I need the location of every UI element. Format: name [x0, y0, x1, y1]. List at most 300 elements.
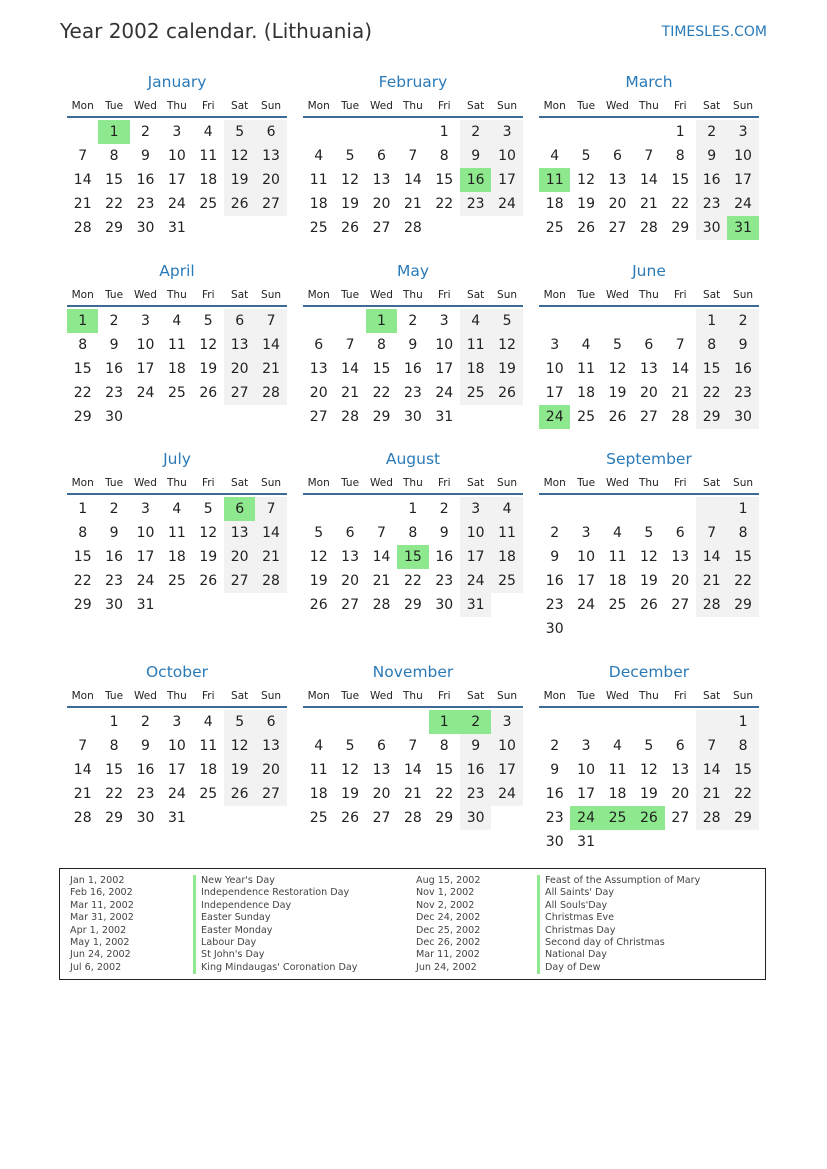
month-name: May: [396, 262, 430, 280]
day-cell: 27: [671, 810, 690, 826]
legend-holiday-name: Christmas Day: [537, 925, 700, 937]
weekday-label: Wed: [606, 477, 629, 489]
week-row: [303, 333, 523, 357]
weekday-label: Mon: [307, 477, 330, 489]
day-cell: 18: [199, 172, 218, 188]
month-name: April: [159, 262, 195, 280]
day-cell: 6: [224, 497, 255, 521]
weekday-label: Sat: [231, 690, 249, 702]
legend-holiday-name: National Day: [537, 949, 700, 961]
day-cell: 23: [545, 597, 564, 613]
week-row: [67, 593, 287, 617]
day-cell: 13: [671, 762, 690, 778]
weekday-label: Tue: [341, 690, 360, 702]
day-cell: 11: [199, 148, 218, 164]
week-row: [67, 192, 287, 216]
empty-cell: [633, 830, 664, 854]
empty-cell: [193, 216, 224, 240]
empty-cell: [602, 120, 633, 144]
day-cell: 2: [696, 120, 727, 144]
week-row: [539, 545, 759, 569]
empty-cell: [696, 710, 727, 734]
weekday-header: [539, 285, 759, 307]
day-cell: 28: [255, 381, 286, 405]
empty-cell: [696, 617, 727, 641]
day-cell: 13: [224, 333, 255, 357]
empty-cell: [366, 710, 397, 734]
day-cell: 14: [73, 762, 92, 778]
day-cell: 26: [224, 782, 255, 806]
day-cell: 30: [105, 597, 123, 613]
day-cell: 4: [314, 148, 324, 164]
legend-date: Nov 2, 2002: [416, 899, 475, 911]
day-cell: 5: [203, 313, 213, 329]
day-cell: 19: [309, 573, 328, 589]
empty-cell: [665, 617, 696, 641]
weekday-label: Sat: [231, 289, 249, 301]
day-cell: 9: [460, 144, 491, 168]
weekday-header: [67, 686, 287, 708]
weekday-header: [539, 96, 759, 118]
legend-holiday-name: Feast of the Assumption of Mary: [537, 875, 700, 887]
week-row: [303, 734, 523, 758]
day-cell: 8: [439, 738, 449, 754]
day-cell: 10: [491, 734, 522, 758]
day-cell: 7: [255, 309, 286, 333]
day-cell: 24: [491, 782, 522, 806]
empty-cell: [491, 806, 522, 830]
empty-cell: [334, 120, 365, 144]
day-cell: 25: [602, 806, 633, 830]
week-row: [539, 710, 759, 734]
day-cell: 20: [671, 786, 690, 802]
day-cell: 30: [403, 409, 422, 425]
month-name: March: [625, 73, 673, 91]
day-cell: 16: [105, 549, 123, 565]
day-cell: 3: [581, 738, 591, 754]
legend-date: Dec 24, 2002: [416, 912, 481, 924]
day-cell: 5: [224, 120, 255, 144]
week-row: [67, 120, 287, 144]
day-cell: 27: [372, 220, 391, 236]
day-cell: 10: [435, 337, 454, 353]
day-cell: 9: [141, 148, 150, 164]
day-cell: 2: [727, 309, 758, 333]
weekday-label: Tue: [341, 100, 360, 112]
day-cell: 26: [577, 220, 595, 236]
day-cell: 27: [255, 192, 286, 216]
day-cell: 19: [577, 196, 595, 212]
day-cell: 13: [224, 521, 255, 545]
day-cell: 16: [435, 549, 454, 565]
day-cell: 19: [608, 385, 627, 401]
empty-cell: [602, 830, 633, 854]
legend-holiday-name: Christmas Eve: [537, 912, 700, 924]
day-cell: 5: [345, 738, 355, 754]
day-cell: 7: [255, 497, 286, 521]
day-cell: 12: [639, 549, 658, 565]
week-row: [303, 710, 523, 734]
day-cell: 15: [727, 545, 758, 569]
month-march: [539, 72, 759, 240]
day-cell: 9: [550, 762, 560, 778]
week-row: [67, 309, 287, 333]
weekday-label: Wed: [134, 100, 157, 112]
day-cell: 30: [696, 216, 727, 240]
day-cell: 18: [167, 361, 186, 377]
weekday-label: Fri: [438, 289, 451, 301]
day-cell: 11: [460, 333, 491, 357]
weekday-label: Tue: [105, 100, 124, 112]
day-cell: 4: [491, 497, 522, 521]
day-cell: 3: [550, 337, 560, 353]
day-cell: 5: [203, 501, 213, 517]
day-cell: 13: [372, 172, 391, 188]
empty-cell: [303, 309, 334, 333]
day-cell: 29: [73, 597, 92, 613]
day-cell: 23: [435, 573, 454, 589]
day-cell: 20: [224, 545, 255, 569]
day-cell: 3: [172, 714, 182, 730]
week-row: [539, 216, 759, 240]
empty-cell: [570, 710, 601, 734]
legend-dates-right: [416, 875, 481, 974]
day-cell: 31: [727, 216, 758, 240]
day-cell: 15: [73, 361, 92, 377]
weekday-label: Tue: [105, 289, 124, 301]
weekday-label: Thu: [639, 289, 659, 301]
day-cell: 3: [491, 120, 522, 144]
day-cell: 20: [309, 385, 328, 401]
weekday-label: Sun: [497, 289, 518, 301]
day-cell: 8: [727, 521, 758, 545]
week-row: [303, 168, 523, 192]
empty-cell: [193, 806, 224, 830]
day-cell: 7: [78, 738, 88, 754]
day-cell: 21: [255, 357, 286, 381]
day-cell: 14: [671, 361, 690, 377]
empty-cell: [491, 216, 522, 240]
day-cell: 3: [172, 124, 182, 140]
day-cell: 12: [224, 734, 255, 758]
day-cell: 30: [435, 597, 454, 613]
month-january: [67, 72, 287, 240]
day-cell: 24: [491, 192, 522, 216]
day-cell: 6: [377, 148, 386, 164]
day-cell: 6: [255, 710, 286, 734]
weekday-header: [539, 686, 759, 708]
day-cell: 2: [460, 120, 491, 144]
day-cell: 8: [675, 148, 685, 164]
weekday-label: Fri: [202, 100, 215, 112]
weekday-label: Fri: [438, 100, 451, 112]
day-cell: 21: [341, 385, 359, 401]
day-cell: 16: [460, 758, 491, 782]
weekday-label: Wed: [370, 100, 393, 112]
day-cell: 28: [696, 593, 727, 617]
day-cell: 28: [403, 810, 422, 826]
weekday-label: Mon: [543, 289, 566, 301]
empty-cell: [67, 120, 98, 144]
day-cell: 15: [671, 172, 690, 188]
weekday-label: Thu: [403, 690, 423, 702]
day-cell: 11: [309, 762, 328, 778]
day-cell: 2: [109, 313, 119, 329]
day-cell: 5: [224, 710, 255, 734]
weekday-label: Sun: [261, 690, 282, 702]
day-cell: 6: [224, 309, 255, 333]
day-cell: 23: [105, 573, 123, 589]
day-cell: 6: [377, 738, 386, 754]
day-cell: 22: [727, 782, 758, 806]
day-cell: 5: [345, 148, 355, 164]
legend-holiday-name: Labour Day: [193, 937, 357, 949]
day-cell: 21: [73, 196, 92, 212]
empty-cell: [539, 710, 570, 734]
empty-cell: [193, 405, 224, 429]
week-row: [303, 309, 523, 333]
empty-cell: [665, 309, 696, 333]
day-cell: 18: [491, 545, 522, 569]
day-cell: 24: [570, 806, 601, 830]
day-cell: 25: [167, 385, 186, 401]
weekday-label: Tue: [577, 477, 596, 489]
week-row: [539, 309, 759, 333]
day-cell: 25: [577, 409, 595, 425]
day-cell: 22: [105, 196, 123, 212]
day-cell: 27: [309, 409, 328, 425]
day-cell: 27: [224, 569, 255, 593]
day-cell: 6: [644, 337, 654, 353]
day-cell: 25: [491, 569, 522, 593]
week-row: [67, 168, 287, 192]
week-row: [303, 569, 523, 593]
day-cell: 8: [109, 148, 119, 164]
day-cell: 18: [309, 196, 328, 212]
day-cell: 13: [255, 144, 286, 168]
week-row: [303, 782, 523, 806]
day-cell: 24: [460, 569, 491, 593]
empty-cell: [303, 710, 334, 734]
empty-cell: [255, 216, 286, 240]
week-row: [303, 192, 523, 216]
day-cell: 18: [545, 196, 564, 212]
empty-cell: [67, 710, 98, 734]
weekday-label: Sun: [733, 100, 754, 112]
day-cell: 19: [491, 357, 522, 381]
day-cell: 18: [608, 786, 627, 802]
day-cell: 24: [577, 597, 595, 613]
day-cell: 17: [491, 758, 522, 782]
empty-cell: [602, 309, 633, 333]
month-name: September: [606, 450, 692, 468]
day-cell: 7: [345, 337, 355, 353]
weekday-label: Sun: [733, 690, 754, 702]
day-cell: 4: [613, 738, 622, 754]
day-cell: 9: [439, 525, 449, 541]
day-cell: 16: [696, 168, 727, 192]
weekday-label: Fri: [438, 477, 451, 489]
week-row: [539, 569, 759, 593]
weekday-label: Sat: [467, 690, 485, 702]
empty-cell: [727, 617, 758, 641]
day-cell: 28: [255, 569, 286, 593]
day-cell: 5: [613, 337, 622, 353]
empty-cell: [633, 120, 664, 144]
weekday-label: Sat: [703, 289, 721, 301]
day-cell: 17: [167, 172, 186, 188]
weekday-header: [303, 285, 523, 307]
day-cell: 4: [203, 124, 213, 140]
weekday-label: Thu: [639, 100, 659, 112]
site-link[interactable]: TIMESLES.COM: [661, 24, 767, 40]
day-cell: 22: [73, 573, 92, 589]
month-june: [539, 261, 759, 429]
month-may: [303, 261, 523, 429]
day-cell: 10: [167, 738, 186, 754]
day-cell: 7: [675, 337, 685, 353]
day-cell: 30: [460, 806, 491, 830]
day-cell: 29: [435, 810, 454, 826]
empty-cell: [397, 710, 428, 734]
day-cell: 19: [639, 573, 658, 589]
empty-cell: [491, 593, 522, 617]
day-cell: 6: [314, 337, 324, 353]
day-cell: 7: [78, 148, 88, 164]
legend-date: Jun 24, 2002: [70, 949, 131, 961]
empty-cell: [130, 405, 161, 429]
empty-cell: [539, 497, 570, 521]
legend-date: Jan 1, 2002: [70, 875, 125, 886]
day-cell: 10: [136, 337, 155, 353]
day-cell: 28: [671, 409, 690, 425]
day-cell: 9: [109, 525, 119, 541]
week-row: [539, 782, 759, 806]
day-cell: 31: [167, 810, 186, 826]
legend-date: Jun 24, 2002: [416, 961, 477, 973]
day-cell: 3: [727, 120, 758, 144]
day-cell: 22: [73, 385, 92, 401]
empty-cell: [696, 497, 727, 521]
day-cell: 12: [309, 549, 328, 565]
day-cell: 24: [136, 385, 155, 401]
weekday-header: [303, 96, 523, 118]
weekday-label: Sun: [497, 100, 518, 112]
week-row: [539, 806, 759, 830]
day-cell: 2: [439, 501, 449, 517]
day-cell: 16: [136, 762, 155, 778]
day-cell: 2: [408, 313, 418, 329]
day-cell: 14: [639, 172, 658, 188]
weekday-label: Sun: [733, 289, 754, 301]
day-cell: 26: [639, 597, 658, 613]
day-cell: 7: [408, 738, 418, 754]
day-cell: 26: [309, 597, 328, 613]
week-row: [539, 333, 759, 357]
weekday-label: Sat: [231, 477, 249, 489]
weekday-label: Thu: [167, 100, 187, 112]
month-september: [539, 449, 759, 641]
day-cell: 5: [581, 148, 591, 164]
weekday-label: Sun: [497, 690, 518, 702]
weekday-label: Tue: [341, 477, 360, 489]
weekday-label: Tue: [577, 289, 596, 301]
empty-cell: [570, 497, 601, 521]
week-row: [539, 405, 759, 429]
empty-cell: [570, 617, 601, 641]
day-cell: 1: [78, 501, 88, 517]
legend-holiday-name: Second day of Christmas: [537, 937, 700, 949]
day-cell: 13: [671, 549, 690, 565]
day-cell: 12: [639, 762, 658, 778]
week-row: [303, 593, 523, 617]
week-row: [67, 521, 287, 545]
weekday-label: Mon: [71, 477, 94, 489]
weekday-label: Mon: [307, 100, 330, 112]
week-row: [67, 782, 287, 806]
day-cell: 16: [105, 361, 123, 377]
day-cell: 10: [491, 144, 522, 168]
weekday-label: Sat: [467, 289, 485, 301]
day-cell: 15: [696, 357, 727, 381]
day-cell: 31: [460, 593, 491, 617]
day-cell: 21: [255, 545, 286, 569]
day-cell: 31: [435, 409, 454, 425]
day-cell: 25: [460, 381, 491, 405]
day-cell: 19: [224, 168, 255, 192]
empty-cell: [727, 830, 758, 854]
day-cell: 19: [341, 196, 359, 212]
day-cell: 1: [109, 714, 119, 730]
day-cell: 21: [696, 782, 727, 806]
week-row: [303, 405, 523, 429]
weekday-label: Mon: [71, 100, 94, 112]
day-cell: 6: [613, 148, 622, 164]
day-cell: 7: [696, 734, 727, 758]
day-cell: 24: [136, 573, 155, 589]
empty-cell: [303, 120, 334, 144]
day-cell: 9: [408, 337, 418, 353]
weekday-label: Mon: [543, 690, 566, 702]
day-cell: 15: [727, 758, 758, 782]
day-cell: 25: [545, 220, 564, 236]
empty-cell: [224, 216, 255, 240]
legend-date: Apr 1, 2002: [70, 924, 127, 936]
legend-date: May 1, 2002: [70, 936, 130, 948]
week-row: [67, 569, 287, 593]
day-cell: 23: [105, 385, 123, 401]
week-row: [539, 593, 759, 617]
empty-cell: [665, 830, 696, 854]
weekday-label: Thu: [403, 289, 423, 301]
day-cell: 6: [255, 120, 286, 144]
day-cell: 4: [203, 714, 213, 730]
day-cell: 27: [224, 381, 255, 405]
weekday-label: Mon: [307, 289, 330, 301]
day-cell: 30: [545, 621, 564, 637]
day-cell: 24: [167, 196, 186, 212]
month-august: [303, 449, 523, 617]
day-cell: 8: [78, 337, 88, 353]
day-cell: 16: [460, 168, 491, 192]
weekday-label: Sun: [261, 477, 282, 489]
day-cell: 28: [73, 810, 92, 826]
day-cell: 11: [167, 525, 186, 541]
day-cell: 14: [403, 172, 422, 188]
empty-cell: [602, 497, 633, 521]
day-cell: 9: [727, 333, 758, 357]
month-name: June: [632, 262, 666, 280]
